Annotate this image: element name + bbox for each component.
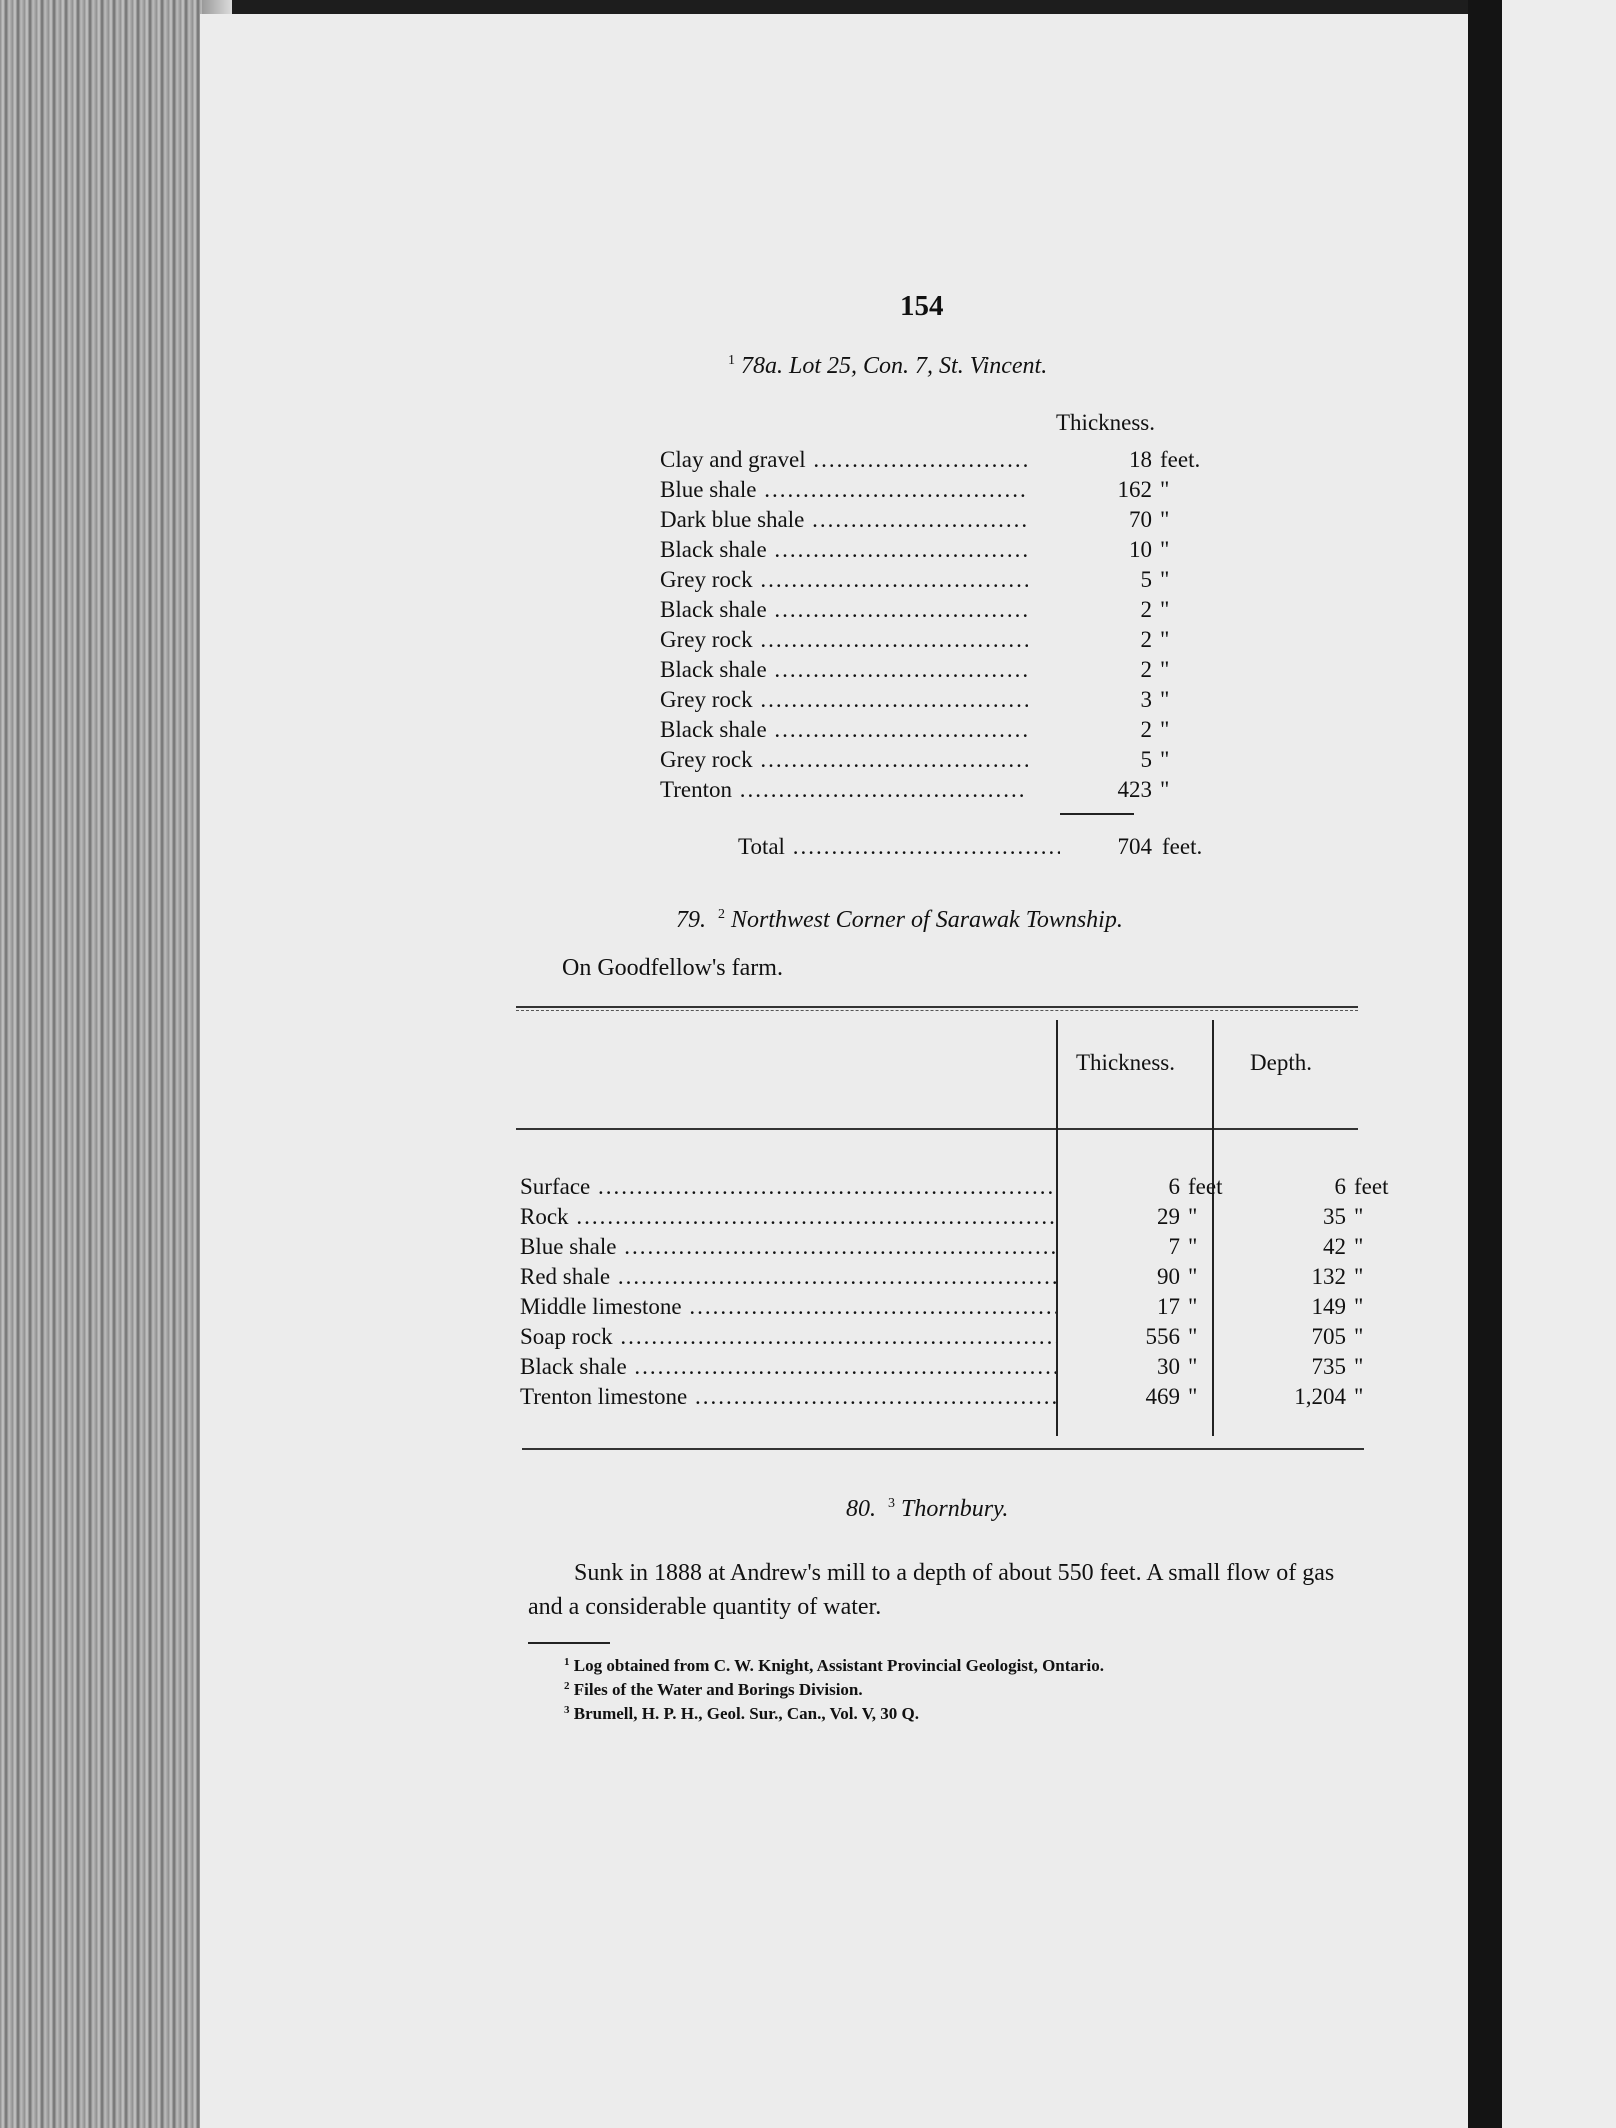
row-label: Grey rock ..... — [660, 687, 1028, 713]
table-bottom-rule — [522, 1448, 1364, 1450]
thickness-unit: " — [1160, 627, 1170, 652]
depth-value: 35 — [1323, 1204, 1346, 1229]
thickness-value: 5 — [1140, 567, 1152, 592]
thickness-unit: " — [1188, 1384, 1198, 1409]
book-page-edges — [0, 0, 232, 2128]
footnote-text: Log obtained from C. W. Knight, Assistant Provincial Geologist, Ontario. — [573, 1656, 1104, 1675]
thickness-unit: " — [1160, 537, 1170, 562]
depth-column-header: Depth. — [1250, 1050, 1312, 1075]
row-label: Black shale ..... — [520, 1354, 1056, 1380]
table-row — [660, 477, 1170, 507]
total-label: Total ..... — [738, 834, 1060, 860]
row-label: Rock ..... — [520, 1204, 1056, 1230]
thickness-value: 30 — [1157, 1354, 1180, 1379]
thickness-value: 29 — [1157, 1204, 1180, 1229]
book-binding — [1468, 0, 1502, 2128]
table-row — [520, 1264, 1364, 1294]
row-label: Grey rock ..... — [660, 567, 1028, 593]
thickness-value: 90 — [1157, 1264, 1180, 1289]
facing-page-edge — [1502, 0, 1616, 2128]
table-row — [660, 777, 1170, 807]
depth-unit: " — [1354, 1204, 1364, 1229]
table-row — [520, 1324, 1364, 1354]
thickness-value: 556 — [1145, 1324, 1180, 1349]
thickness-value: 17 — [1157, 1294, 1180, 1319]
row-label: Black shale ..... — [660, 657, 1028, 683]
thickness-value: 2 — [1140, 717, 1152, 742]
thickness-unit: " — [1160, 747, 1170, 772]
thickness-unit: " — [1160, 567, 1170, 592]
footnote-text: Brumell, H. P. H., Geol. Sur., Can., Vol. V, 30 Q. — [573, 1704, 920, 1723]
table-top-rule-2 — [516, 1010, 1358, 1011]
table-row — [660, 687, 1170, 717]
thickness-value: 2 — [1140, 597, 1152, 622]
depth-value: 1,204 — [1294, 1384, 1346, 1409]
thickness-value: 469 — [1145, 1384, 1180, 1409]
table-row — [660, 447, 1201, 477]
depth-unit: " — [1354, 1234, 1364, 1259]
depth-unit: " — [1354, 1354, 1364, 1379]
section-79-intro: On Goodfellow's farm. — [562, 955, 783, 981]
thickness-unit: " — [1160, 687, 1170, 712]
table-row — [660, 657, 1170, 687]
thickness-unit: feet — [1188, 1174, 1223, 1199]
thickness-value: 6 — [1168, 1174, 1180, 1199]
section-79-heading — [676, 907, 1123, 934]
footnote-rule — [528, 1642, 610, 1644]
table-top-rule — [516, 1006, 1358, 1008]
thickness-value: 70 — [1129, 507, 1152, 532]
thickness-value: 2 — [1140, 657, 1152, 682]
row-label: Dark blue shale ..... — [660, 507, 1028, 533]
depth-value: 42 — [1323, 1234, 1346, 1259]
thickness-unit: " — [1188, 1234, 1198, 1259]
table-row — [520, 1174, 1389, 1204]
thickness-value: 18 — [1129, 447, 1152, 472]
total-value: 704 — [1117, 834, 1152, 859]
section-78a-heading — [728, 353, 1047, 380]
row-label: Blue shale ..... — [520, 1234, 1056, 1260]
thickness-unit: " — [1160, 777, 1170, 802]
table-row — [520, 1234, 1364, 1264]
thickness-value: 423 — [1117, 777, 1152, 802]
section-title: 78a. Lot 25, Con. 7, St. Vincent. — [741, 353, 1048, 379]
table-row — [660, 507, 1170, 537]
column-divider — [1212, 1020, 1214, 1436]
thickness-value: 5 — [1140, 747, 1152, 772]
sum-rule — [1060, 813, 1134, 815]
row-label: Black shale ..... — [660, 537, 1028, 563]
table-row — [520, 1294, 1364, 1324]
footnote-marker: 2 — [718, 907, 725, 922]
row-label: Red shale ..... — [520, 1264, 1056, 1290]
thickness-column-header: Thickness. — [1056, 410, 1156, 435]
row-label: Blue shale ..... — [660, 477, 1028, 503]
table-row — [520, 1354, 1364, 1384]
thickness-unit: " — [1160, 657, 1170, 682]
table-row — [660, 537, 1170, 567]
table-row — [520, 1204, 1364, 1234]
section-number: 79. — [676, 907, 706, 933]
thickness-unit: " — [1188, 1324, 1198, 1349]
table-row — [520, 1384, 1364, 1414]
row-label: Middle limestone ..... — [520, 1294, 1056, 1320]
thickness-value: 2 — [1140, 627, 1152, 652]
footnote-marker: 2 — [564, 1680, 570, 1692]
section-title: Thornbury. — [901, 1496, 1009, 1522]
table-row — [660, 717, 1170, 747]
thickness-value: 3 — [1140, 687, 1152, 712]
thickness-value: 7 — [1168, 1234, 1180, 1259]
total-unit: feet. — [1162, 834, 1203, 859]
depth-value: 705 — [1311, 1324, 1346, 1349]
thickness-unit: " — [1188, 1264, 1198, 1289]
thickness-unit: " — [1188, 1204, 1198, 1229]
footnote-marker: 3 — [888, 1496, 895, 1511]
thickness-unit: " — [1188, 1294, 1198, 1319]
page-number: 154 — [900, 290, 944, 322]
row-label: Surface ..... — [520, 1174, 1056, 1200]
table-row — [660, 567, 1170, 597]
row-label: Grey rock ..... — [660, 627, 1028, 653]
section-number: 80. — [846, 1496, 876, 1522]
thickness-unit: feet. — [1160, 447, 1201, 472]
depth-unit: " — [1354, 1264, 1364, 1289]
footnote-text: Files of the Water and Borings Division. — [573, 1680, 863, 1699]
section-title: Northwest Corner of Sarawak Township. — [731, 907, 1123, 933]
row-label: Soap rock ..... — [520, 1324, 1056, 1350]
table-row — [660, 747, 1170, 777]
table-row — [660, 627, 1170, 657]
footnote — [564, 1656, 1104, 1676]
table-row — [660, 597, 1170, 627]
footnote-marker: 1 — [728, 353, 735, 368]
footnote-marker: 3 — [564, 1704, 570, 1716]
table-78a-total — [738, 834, 1203, 866]
footnote — [564, 1680, 863, 1700]
thickness-value: 10 — [1129, 537, 1152, 562]
thickness-unit: " — [1188, 1354, 1198, 1379]
footnote-marker: 1 — [564, 1656, 570, 1668]
row-label: Trenton ..... — [660, 777, 1028, 803]
depth-value: 735 — [1311, 1354, 1346, 1379]
thickness-unit: " — [1160, 477, 1170, 502]
thickness-column-header: Thickness. — [1076, 1050, 1176, 1075]
thickness-unit: " — [1160, 597, 1170, 622]
section-80-heading — [846, 1496, 1008, 1523]
depth-unit: feet — [1354, 1174, 1389, 1199]
depth-unit: " — [1354, 1384, 1364, 1409]
depth-value: 6 — [1334, 1174, 1346, 1199]
row-label: Black shale ..... — [660, 597, 1028, 623]
row-label: Black shale ..... — [660, 717, 1028, 743]
footnote — [564, 1704, 919, 1724]
column-divider — [1056, 1020, 1058, 1436]
row-label: Grey rock ..... — [660, 747, 1028, 773]
depth-value: 149 — [1311, 1294, 1346, 1319]
thickness-unit: " — [1160, 717, 1170, 742]
depth-value: 132 — [1311, 1264, 1346, 1289]
section-80-paragraph: Sunk in 1888 at Andrew's mill to a depth of about 550 feet. A small flow of gas and a considerable quantity of water. — [528, 1560, 1335, 1620]
depth-unit: " — [1354, 1324, 1364, 1349]
thickness-value: 162 — [1117, 477, 1152, 502]
depth-unit: " — [1354, 1294, 1364, 1319]
row-label: Clay and gravel ..... — [660, 447, 1028, 473]
thickness-unit: " — [1160, 507, 1170, 532]
header-bottom-rule — [516, 1128, 1358, 1130]
scan-top-edge — [0, 0, 1616, 14]
row-label: Trenton limestone ..... — [520, 1384, 1056, 1410]
